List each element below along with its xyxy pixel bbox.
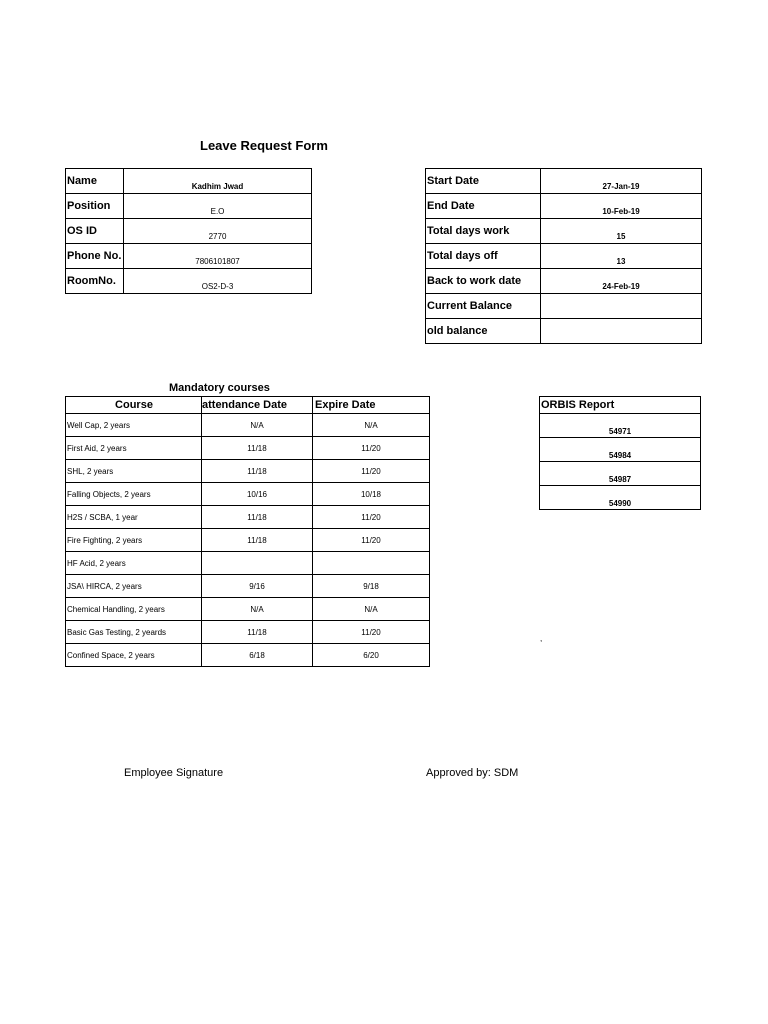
os-id-value: 2770	[124, 219, 312, 244]
attendance-date: N/A	[202, 414, 313, 437]
leave-row	[426, 194, 702, 219]
orbis-title: ORBIS Report	[540, 397, 701, 414]
start-date-value: 27-Jan-19	[541, 169, 702, 194]
phone-value: 7806101807	[124, 244, 312, 269]
end-date-value: 10-Feb-19	[541, 194, 702, 219]
orbis-report-table	[539, 396, 701, 510]
leave-row	[426, 294, 702, 319]
room-label: RoomNo.	[66, 269, 124, 294]
leave-row	[426, 219, 702, 244]
course-name: Fire Fighting, 2 years	[66, 529, 202, 552]
current-balance-value	[541, 294, 702, 319]
orbis-row	[540, 462, 701, 486]
course-row	[66, 483, 430, 506]
orbis-report-number: 54971	[540, 414, 701, 438]
employee-signature-label: Employee Signature	[124, 767, 224, 779]
expire-date: 11/20	[313, 506, 430, 529]
course-row	[66, 414, 430, 437]
course-name: HF Acid, 2 years	[66, 552, 202, 575]
attendance-date: 11/18	[202, 621, 313, 644]
leave-row	[426, 319, 702, 344]
course-name: Falling Objects, 2 years	[66, 483, 202, 506]
orbis-report-number: 54987	[540, 462, 701, 486]
course-name: First Aid, 2 years	[66, 437, 202, 460]
attendance-date: 11/18	[202, 529, 313, 552]
name-label: Name	[66, 169, 124, 194]
employee-row-position	[66, 194, 312, 219]
leave-row	[426, 169, 702, 194]
orbis-report-number: 54990	[540, 486, 701, 510]
attendance-date: 11/18	[202, 437, 313, 460]
course-row	[66, 621, 430, 644]
total-days-off-label: Total days off	[426, 244, 541, 269]
expire-date: N/A	[313, 414, 430, 437]
current-balance-label: Current Balance	[426, 294, 541, 319]
form-title: Leave Request Form	[200, 138, 328, 153]
total-days-off-value: 13	[541, 244, 702, 269]
course-name: Basic Gas Testing, 2 yeards	[66, 621, 202, 644]
attendance-date: 11/18	[202, 506, 313, 529]
back-to-work-label: Back to work date	[426, 269, 541, 294]
course-name: H2S / SCBA, 1 year	[66, 506, 202, 529]
old-balance-value	[541, 319, 702, 344]
orbis-report-number: 54984	[540, 438, 701, 462]
expire-date: 11/20	[313, 437, 430, 460]
attendance-date: 11/18	[202, 460, 313, 483]
expire-date: 11/20	[313, 460, 430, 483]
employee-row-phone	[66, 244, 312, 269]
attendance-date: N/A	[202, 598, 313, 621]
total-days-work-value: 15	[541, 219, 702, 244]
expire-date: 11/20	[313, 529, 430, 552]
phone-label: Phone No.	[66, 244, 124, 269]
expire-date: N/A	[313, 598, 430, 621]
course-row	[66, 437, 430, 460]
employee-row-os-id	[66, 219, 312, 244]
orbis-row	[540, 414, 701, 438]
course-row	[66, 552, 430, 575]
leave-row	[426, 244, 702, 269]
end-date-label: End Date	[426, 194, 541, 219]
attendance-date: 6/18	[202, 644, 313, 667]
stray-mark: ,	[540, 634, 543, 643]
employee-info-table	[65, 168, 312, 294]
orbis-row	[540, 486, 701, 510]
total-days-work-label: Total days work	[426, 219, 541, 244]
courses-table	[65, 396, 430, 667]
position-label: Position	[66, 194, 124, 219]
attendance-header: attendance Date	[202, 397, 313, 414]
expire-date: 10/18	[313, 483, 430, 506]
orbis-row	[540, 438, 701, 462]
employee-row-name	[66, 169, 312, 194]
attendance-date: 9/16	[202, 575, 313, 598]
room-value: OS2-D-3	[124, 269, 312, 294]
courses-caption: Mandatory courses	[169, 382, 270, 394]
name-value: Kadhim Jwad	[124, 169, 312, 194]
courses-header-row	[66, 397, 430, 414]
course-row	[66, 598, 430, 621]
old-balance-label: old balance	[426, 319, 541, 344]
course-name: Chemical Handling, 2 years	[66, 598, 202, 621]
course-name: JSA\ HIRCA, 2 years	[66, 575, 202, 598]
course-row	[66, 644, 430, 667]
course-row	[66, 506, 430, 529]
os-id-label: OS ID	[66, 219, 124, 244]
expire-date: 6/20	[313, 644, 430, 667]
employee-row-room	[66, 269, 312, 294]
course-name: Confined Space, 2 years	[66, 644, 202, 667]
course-name: SHL, 2 years	[66, 460, 202, 483]
position-value: E.O	[124, 194, 312, 219]
course-row	[66, 460, 430, 483]
expire-date: 9/18	[313, 575, 430, 598]
course-name: Well Cap, 2 years	[66, 414, 202, 437]
expire-date	[313, 552, 430, 575]
expire-date: 11/20	[313, 621, 430, 644]
attendance-date	[202, 552, 313, 575]
back-to-work-value: 24-Feb-19	[541, 269, 702, 294]
course-header: Course	[66, 397, 202, 414]
approved-by-label: Approved by: SDM	[426, 767, 519, 779]
leave-dates-table	[425, 168, 702, 344]
course-row	[66, 529, 430, 552]
start-date-label: Start Date	[426, 169, 541, 194]
attendance-date: 10/16	[202, 483, 313, 506]
expire-header: Expire Date	[313, 397, 430, 414]
leave-row	[426, 269, 702, 294]
orbis-header-row	[540, 397, 701, 414]
course-row	[66, 575, 430, 598]
